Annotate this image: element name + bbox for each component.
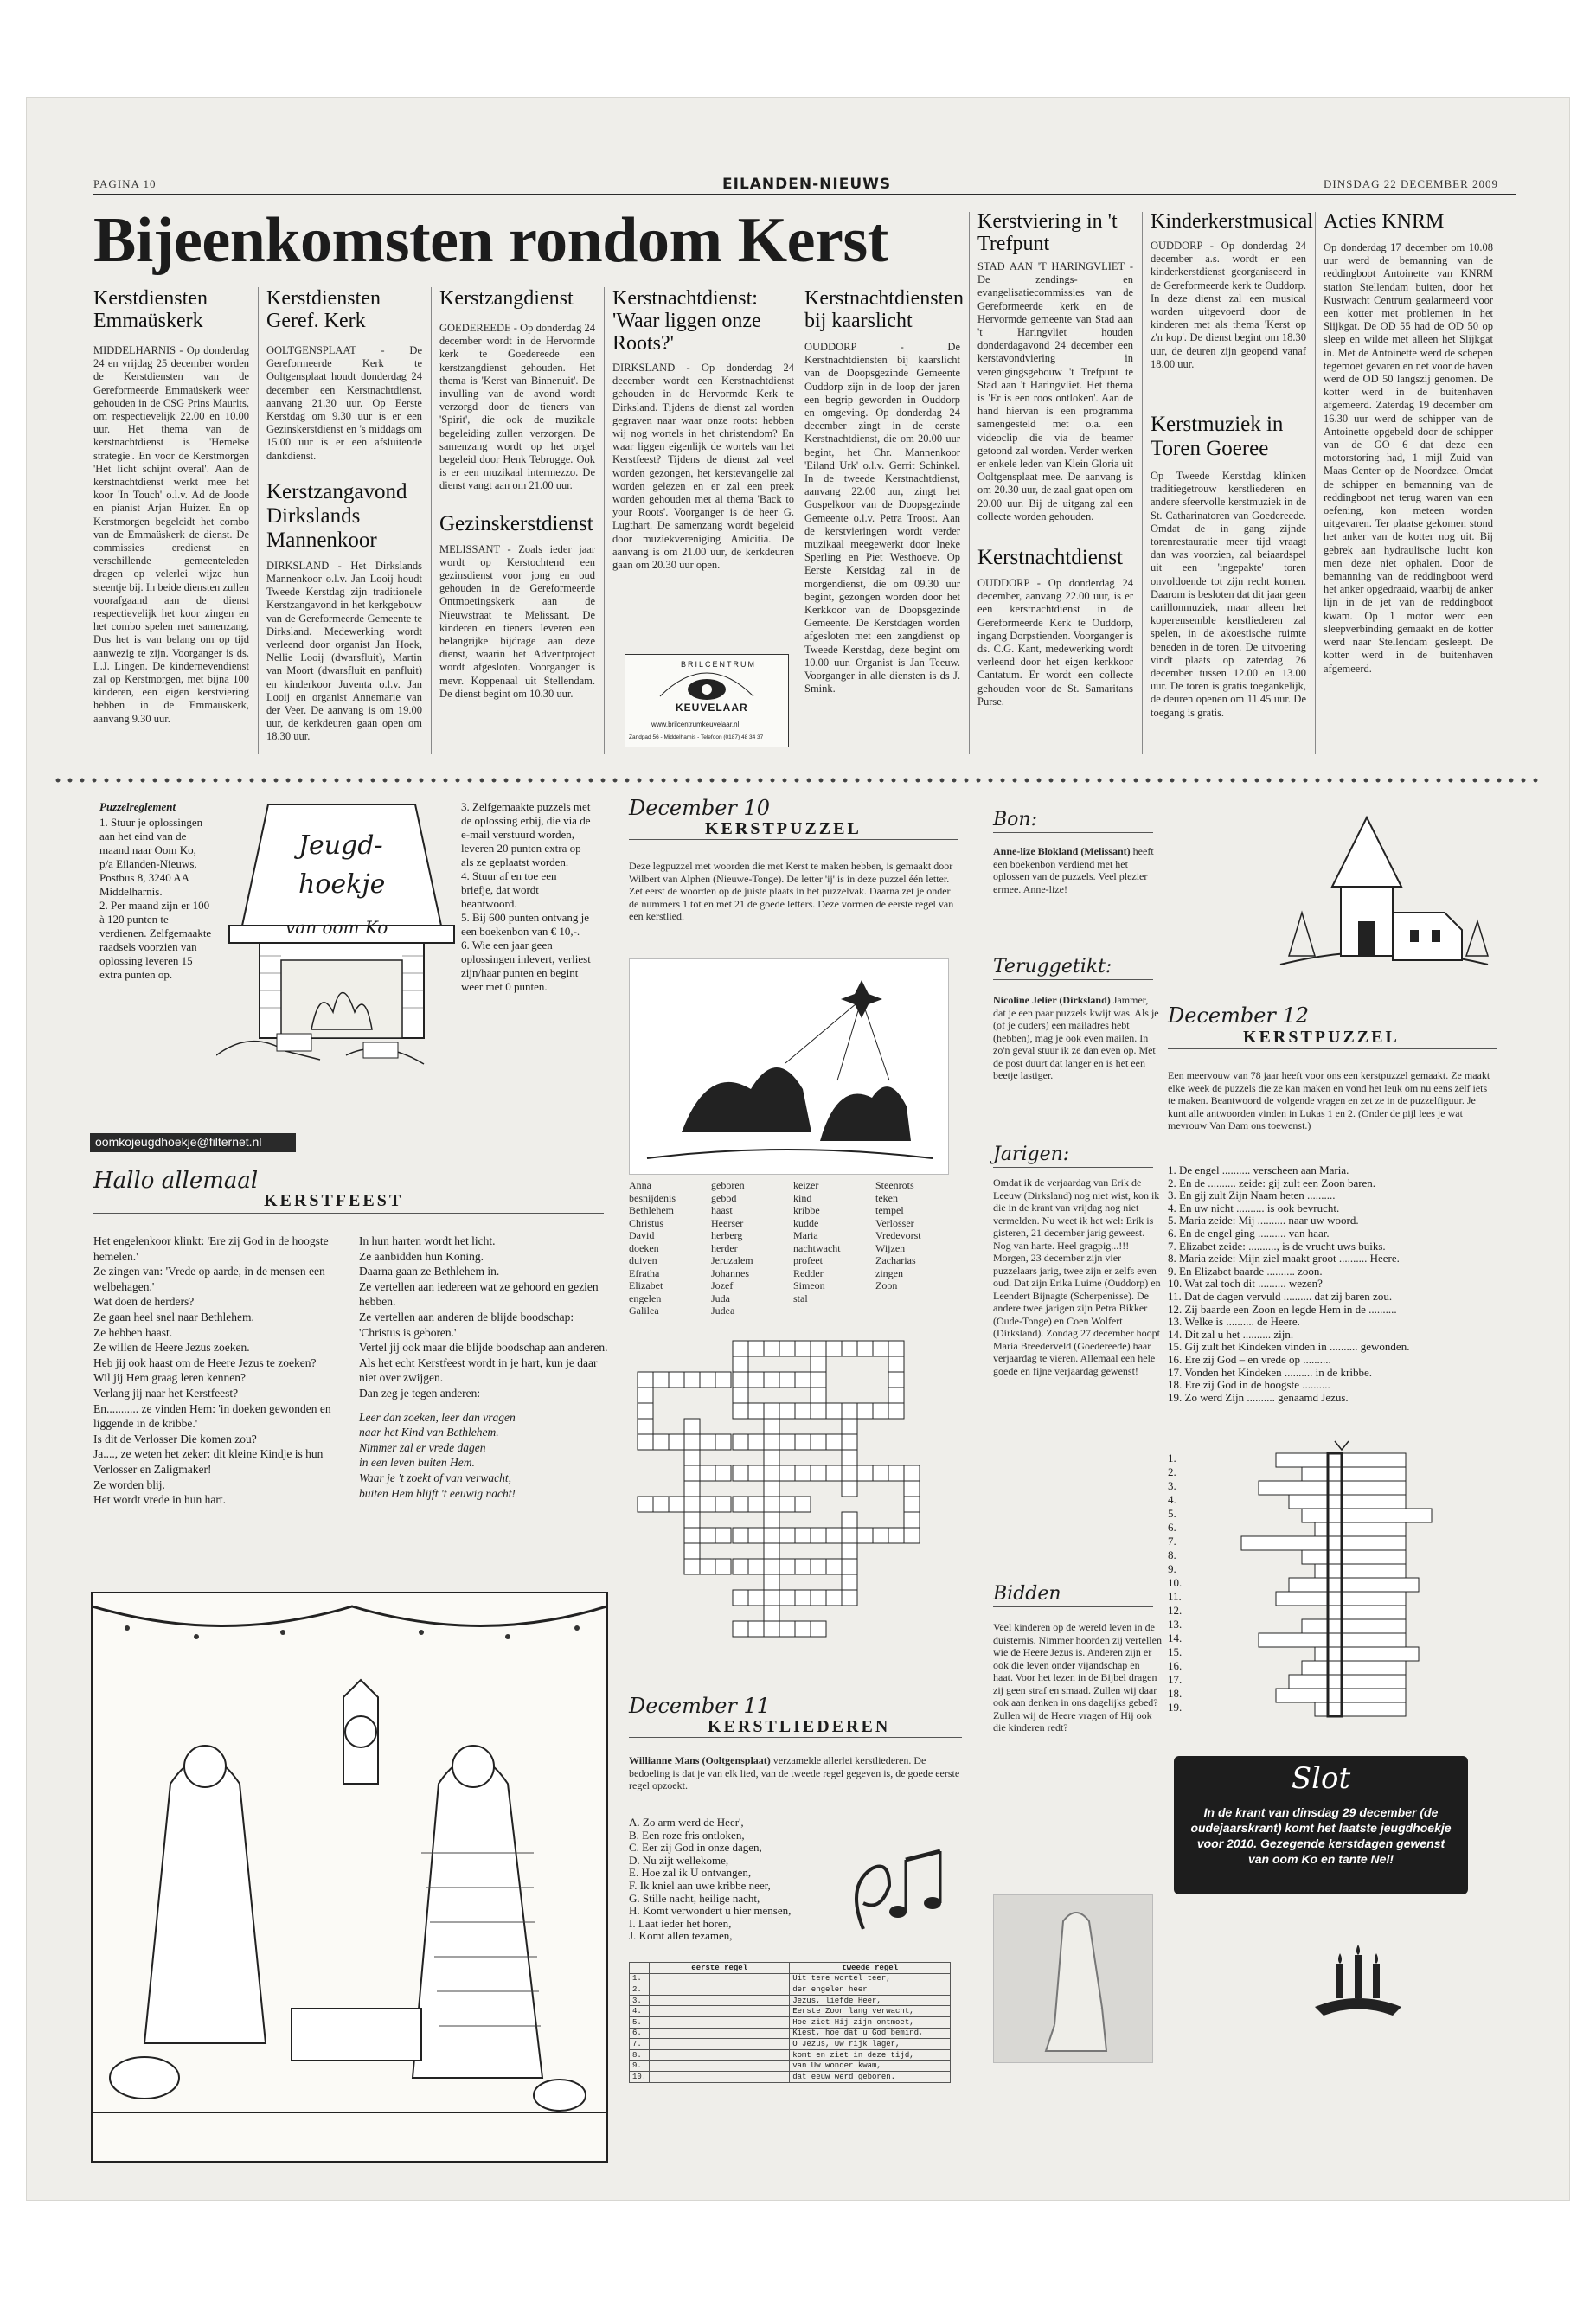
poem-line: Daarna gaan ze Bethlehem in. [359,1265,500,1279]
masthead: EILANDEN-NIEUWS [722,176,892,193]
row-num: 13. [1168,1618,1183,1631]
puzzle12-grid[interactable] [1207,1439,1484,1725]
row-num: 7. [1168,1535,1176,1548]
article-trefpunt [977,210,1133,708]
article-emmauskerk [93,287,249,726]
bon-text: heeft een boekenbon verdiend met het oplossen van de puzzels. Veel plezier ermee. Anne-lize! [993,845,1154,895]
poem-line: Ze gaan heel snel naar Bethlehem. [93,1310,254,1324]
poem-line: Ja...., ze weten het zeker: dit kleine Kindje is hun Verlosser en Zaligmaker! [93,1447,324,1476]
row-num: 1. [630,1973,650,1984]
article-title: Kerstviering in 't Trefpunt [977,210,1118,255]
verse-line: buiten Hem blijft 't eeuwig nacht! [359,1486,516,1500]
question: 17. Vonden het Kindeken .......... in de kribbe. [1168,1365,1373,1379]
second-line: Eerste Zoon lang verwacht, [790,2006,951,2017]
article-body: MELISSANT - Zoals ieder jaar wordt op Kerstochtend een gezinsdienst voor jong en oud gehouden in de Gereformeerde Ontmoetingskerk aan de Nieuwstraat te Melissant. De kinderen en tieners leveren een belangrijke bijdrage aan deze dienst, waarin het Adventproject wordt afgesloten. Voorganger is mevr. Koppenaal uit Stellendam. De dienst begint om 10.30 uur. [439,542,595,700]
word: haast [711,1204,733,1216]
teruggetikt-section [993,956,1162,1082]
row-num: 8. [630,2049,650,2061]
article-geref-kerk [266,287,422,744]
second-line: der engelen heer [790,1984,951,1996]
answer-cell[interactable] [650,1973,790,1984]
row-num: 16. [1168,1659,1183,1672]
word: Steenrots [875,1179,914,1191]
row-num: 15. [1168,1645,1183,1658]
puzzle12-questions [1168,1164,1497,1404]
option: E. Hoe zal ik U ontvangen, [629,1866,752,1880]
row-num: 2. [630,1984,650,1996]
article-body: Op donderdag 17 december om 10.08 uur werd de bemanning van de reddingboot Antoinette van KNRM station Stellendam buiten, door het Kustwacht Centrum gealarmeerd voor een kotter met problemen in het Slijkgat. De OD 55 had de OD 50 op sleep en wilde met alleen het Slijkgat in. Met de Antoinette werd de schepen tegemoet gevaren en net voor de haven werd de OD 50 langszij genomen. De kotter werd in de buitenhaven afgemeerd. Zaterdag 19 december om 16.30 uur werd de schipper van de Antoinette opgebeld door de schipper van de GO 6 dat deze een motorstoring had, 1 mijl Zuid van Maas Center op de Noordzee. Omdat de schipper en bemanning van de reddingboot net terug waren van een oefening, kon meteen worden uitgevaren. Ter plaatse gekomen stond het anker van de kotter nog uit. Bij gebrek aan hydraulische lucht kon men deze niet ophalen. Door de bemanning van de reddingboot werd het anker opgedraaid, waarbij de anker lijn in de jet van de reddingboot kwam. Op 1 motor werd een sleepverbinding gemaakt en de kotter werd naar Stellendam gesleept. De kotter werd in de buitenhaven afgemeerd. [1324,241,1493,675]
poem-line: Vertel jij ook maar die blijde boodschap aan anderen. [359,1341,608,1355]
puzzle11-rule [629,1737,962,1738]
jeugdhoekje-illustration [216,796,463,1094]
page-date: DINSDAG 22 DECEMBER 2009 [1324,177,1499,190]
row-num: 4. [630,2006,650,2017]
arrow-grid-icon [1207,1439,1484,1725]
hallo-rule [93,1213,604,1214]
camel-icon [630,959,948,1174]
word: profeet [793,1254,823,1266]
question: 9. En Elizabet baarde .......... zoon. [1168,1264,1323,1278]
word: Verlosser [875,1216,914,1229]
word: Judea [711,1304,735,1317]
column-divider [969,212,970,754]
word: keizer [793,1179,819,1191]
second-line: Uit tere wortel teer, [790,1973,951,1984]
word: Maria [793,1229,818,1241]
question: 16. Ere zij God – en vrede op .......... [1168,1352,1331,1366]
poem-line: Ze zingen van: 'Vrede op aarde, in de mensen een welbehagen.' [93,1265,325,1293]
poem-line: Dan zeg je tegen anderen: [359,1386,481,1400]
row-num: 19. [1168,1701,1183,1714]
main-title: Bijeenkomsten rondom Kerst [93,205,888,276]
word: Zoon [875,1279,898,1292]
answer-cell[interactable] [650,2006,790,2017]
logo-line2: hoekje [298,869,386,900]
option: D. Nu zijt wellekome, [629,1853,729,1867]
answer-cell[interactable] [650,2016,790,2028]
option: F. Ik kniel aan uwe kribbe neer, [629,1878,771,1892]
row-num: 18. [1168,1687,1183,1700]
puzzle11-date: December 11 [629,1694,771,1718]
article-title: Gezinskerstdienst [439,511,593,535]
word: Heerser [711,1216,744,1229]
row-num: 7. [630,2039,650,2050]
word [875,1292,958,1305]
article-body: GOEDEREEDE - Op donderdag 24 december wordt in de Hervormde kerk te Goedereede een kerstzangdienst gehouden. Het thema is 'Kerst van Binnenuit'. De invulling van de avond wordt verzorgd door de tieners van 'Spirit', die ook de muzikale begeleiding zullen verzorgen. De samenzang wordt op het orgel begeleid door Henk Tebrugge. Ook is er een muzikaal intermezzo. De dienst vangt aan om 21.00 uur. [439,322,595,492]
poem-line: Ze hebben haast. [93,1325,173,1339]
row-num: 5. [630,2016,650,2028]
column-divider [1315,212,1316,754]
answer-cell[interactable] [650,2061,790,2072]
word: Zacharias [875,1254,916,1266]
puzzelreglement-cont [461,800,591,994]
poem-line: Wat doen de herders? [93,1295,195,1309]
row-num: 11. [1168,1590,1182,1603]
word: gebod [711,1191,737,1204]
question: 15. Gij zult het Kindeken vinden in .......... gewonden. [1168,1340,1410,1354]
article-title: Kerstnachtdiensten bij kaarslicht [804,287,964,332]
poem-line: Heb jij ook haast om de Heere Jezus te zoeken? [93,1356,317,1369]
slot-title: Slot [1291,1761,1351,1796]
row-num: 12. [1168,1604,1183,1617]
option: J. Komt allen tezamen, [629,1929,733,1943]
bidden-title: Bidden [993,1583,1061,1605]
three-kings-illustration [629,958,949,1175]
article-title: Kerstnachtdienst: 'Waar liggen onze Roots?' [612,287,761,355]
bidden-text: Veel kinderen op de wereld leven in de duisternis. Nimmer hoorden zij vertellen wie de Heere Jezus is. Anderen zijn er ook die leven onder vijandschap en haat. Voor het lezen in de Bijbel dragen zij geen straf en smaad. Zullen wij daar ook aan denken in ons dagelijks gebed? Zullen wij de Heere vragen of Hij ook die kinderen redt? [993,1621,1162,1734]
article-title: Kerstzangdienst [439,287,574,310]
regl-item: 3. Zelfgemaakte puzzels met de oplossing erbij, die via de e-mail verstuurd worden, leveren 20 punten extra op als ze geplaatst worden. [461,800,591,868]
puzzle10-title: KERSTPUZZEL [705,819,862,838]
question: 10. Wat zal toch dit .......... wezen? [1168,1277,1323,1291]
question: 12. Zij baarde een Zoon en legde Hem in de .......... [1168,1302,1397,1316]
article-body: STAD AAN 'T HARINGVLIET - De zendings- en evangelisatiecommissies van de Gereformeerde kerk en de Hervormde gemeente van Stad aan 't Haringvliet houden donderdagavond 24 december een kerstavondviering in verenigingsgebouw 't Trefpunt te Stad aan 't Haringvliet. Het thema is 'Er is een roos ontloken'. Aan de hand hiervan is een programma samengesteld met o.a. een videoclip die via de beamer getoond zal worden. Verder werken er enkele leden van Klein Gloria uit Ooltgensplaat mee. De aanvang is om 20.30 uur, de zaal gaat open om 20.00 uur. Bij de uitgang zal een collecte worden gehouden. [977,260,1133,522]
question: 19. Zo werd Zijn .......... genaamd Jezus. [1168,1390,1349,1404]
article-title: Acties KNRM [1324,210,1445,233]
second-line: Jezus, liefde Heer, [790,1995,951,2006]
column-divider [604,287,605,754]
question: 5. Maria zeide: Mij .......... naar uw woord. [1168,1214,1359,1227]
article-roots [612,287,794,572]
question: 6. En de engel ging .......... van haar. [1168,1226,1330,1240]
word: kudde [793,1216,819,1229]
word: Wijzen [875,1241,906,1254]
puzzle10-rule [629,839,958,840]
question: 1. De engel .......... verscheen aan Maria. [1168,1163,1349,1176]
puzzle12-rule [1168,1048,1497,1049]
column-divider [431,287,432,754]
second-line: komt en ziet in deze tijd, [790,2049,951,2061]
article-title: Kinderkerstmusical [1151,210,1313,233]
article-kerstzangdienst [439,287,595,701]
word: Bethlehem [629,1204,674,1216]
row-num: 17. [1168,1673,1183,1686]
answer-cell[interactable] [650,2039,790,2050]
poem-line: Verlang jij naar het Kerstfeest? [93,1386,239,1400]
puzzelreglement [99,800,212,982]
puzzle10-date: December 10 [629,796,771,820]
word [875,1304,958,1317]
hallo-title: Hallo allemaal [93,1168,259,1194]
ad-name: KEUVELAAR [676,702,748,714]
row-num: 6. [1168,1521,1176,1534]
question: 14. Dit zal u het .......... zijn. [1168,1327,1294,1341]
article-body: DIRKSLAND - Op donderdag 24 december wordt een Kerstnachtdienst gehouden in de Hervormde Kerk te Dirksland. Tijdens de dienst zal worden gegraven naar waar onze roots: hebben wij nog wortels in het christendom? En waar liggen eigenlijk de wortels van het Kerstfeest? Tijdens de dienst zal veel worden gezongen, het kerstevangelie zal worden gelezen en er zal een preek worden gehouden met al thema 'Back to your Roots'. Voorganger is de heer G. Lugthart. De samenzang wordt begeleid door muziekvereniging Amicitia. De aanvang is om 21.00 uur, de kerkdeuren gaan om 20.30 uur open. [612,362,794,572]
question: 3. En gij zult Zijn Naam heten .......... [1168,1189,1336,1202]
candles-illustration [1306,1929,1410,2024]
teruggetikt-name: Nicoline Jelier (Dirksland) [993,994,1111,1006]
jarigen-title: Jarigen: [993,1144,1070,1165]
puzzle10-intro: Deze legpuzzel met woorden die met Kerst te maken hebben, is gemaakt door Wilbert van Alphen (Nieuwe-Tonge). De letter 'ij' is in deze puzzel één letter. Zet eerst de woorden op de juiste plaats in het puzzelvak. Daarna zet je onder de nummers 1 tot en met 21 de goede letters. Deze vormen de eerste regel van een kerstlied. [629,860,954,922]
page-number: PAGINA 10 [93,177,157,190]
praying-hands-photo [993,1894,1153,2063]
poem-line: Ze willen de Heere Jezus zoeken. [93,1341,250,1355]
word: nachtwacht [793,1241,841,1254]
row-num: 9. [1168,1562,1176,1575]
row-num: 3. [1168,1479,1176,1492]
word: Redder [793,1266,824,1279]
bon-name: Anne-lize Blokland (Melissant) [993,845,1131,857]
word: Elizabet [629,1279,663,1292]
poem-line: Is dit de Verlosser Die komen zou? [93,1432,257,1445]
question: 7. Elizabet zeide: .........., is de vrucht uws buiks. [1168,1239,1386,1253]
logo-line3: van oom Ko [285,917,388,938]
word: Galilea [629,1304,659,1317]
article-body: OUDDORP - Op donderdag 24 december a.s. wordt er een kinderkerstdienst georganiseerd in de Gereformeerde kerk te Ouddorp. In deze dienst zal een musical worden uitgevoerd door de kinderen met als thema 'Kerst op z'n kop'. De dienst begint om 18.30 uur, de deuren zijn geopend vanaf 18.00 uur. [1151,240,1306,370]
regl-title: Puzzelreglement [99,800,176,813]
verse-line: Nimmer zal er vrede dagen [359,1440,486,1454]
second-line: Kiest, hoe dat u God bemind, [790,2028,951,2039]
dotted-separator [52,777,1540,784]
word: doeken [629,1241,659,1254]
puzzle11-intro [629,1754,962,1792]
row-num: 3. [630,1995,650,2006]
ad-url: www.brilcentrumkeuvelaar.nl [651,721,740,728]
word: Simeon [793,1279,825,1292]
puzzle11-options [629,1817,828,1943]
puzzle12-title: KERSTPUZZEL [1243,1028,1400,1047]
word: kind [793,1191,812,1204]
option: G. Stille nacht, heilige nacht, [629,1891,760,1905]
row-num: 8. [1168,1548,1176,1561]
teruggetikt-text: Jammer, dat je een paar puzzels kwijt was. Als je (of je ouders) een mailadres hebt (hebben), mag je ook even mailen. In zo'n geval stuur ik ze dan even op. Met de post duurt dat langer en is het een beetje lastiger. [993,994,1159,1081]
regl-item: 2. Per maand zijn er 100 à 120 punten te verdienen. Zelfgemaakte raadsels voorzien van oplossing leveren 15 extra punten op. [99,899,212,981]
regl-item: 4. Stuur af en toe een briefje, dat wordt beantwoord. [461,869,557,910]
word: Juda [711,1292,730,1304]
jarigen-text: Omdat ik de verjaardag van Erik de Leeuw (Dirksland) nog niet wist, kon ik die in de krant van vrijdag nog niet vermelden. Nu weet ik het wel: Erik is gisteren, 21 december jarig geweest. Nog van harte. Heel gragpig...!!! Morgen, 23 december zijn vier puzzelaars jarig, twee zijn er zelfs even oud. Dat zijn Erika Luime (Ouddorp) en Leendert Bijnagte (Scherpenisse). De andere twee jarigen zijn Petra Bikker (Oude-Tonge) en Coen Wolfert (Dirksland). Zondag 27 december hoopt Maria Breederveld (Goedereede) haar verjaardag te vieren. Allemaal een hele goede en fijne verjaardag gewenst! [993,1176,1161,1377]
article-title: Kerstdiensten Emmaüskerk [93,287,208,332]
word: duiven [629,1254,657,1266]
answer-cell[interactable] [650,2049,790,2061]
article-title: Kerstdiensten Geref. Kerk [266,287,381,332]
ad-address: Zandpad 56 - Middelharnis - Telefoon (0187) 48 34 37 [629,734,764,740]
article-body: Op Tweede Kerstdag klinken traditiegetrouw kerstliederen en andere sfeervolle kerstmuziek in de St. Catharinatoren van Goedereede. Omdat de in gang zijnde torenrestauratie meer tijd vraagt dan was voorzien, zal beiaardspel uit een 'ingepakte' toren onvoldoende tot zijn recht komen. Daarom is besloten dat dit jaar geen carillonmuziek, maar alleen het koperensemble kerstliederen zal spelen, in de akoestische ruimte beneden in de toren. De uitvoering vindt plaats op zaterdag 26 december tussen 12.00 en 13.00 uur. De toren is gratis toegankelijk, de deuren openen om 11.45 uur. De toegang is gratis. [1151,470,1306,719]
word: herder [711,1241,738,1254]
word: Christus [629,1216,664,1229]
poem-line: Wil jij Hem graag leren kennen? [93,1371,247,1385]
word: Vredevorst [875,1229,921,1241]
second-line: O Jezus, Uw rijk lager, [790,2039,951,2050]
slot-box [1174,1756,1468,1894]
poem-line: In hun harten wordt het licht. [359,1234,496,1247]
word: zingen [875,1266,903,1279]
crossword-grid-icon [629,1332,958,1652]
row-num: 5. [1168,1507,1176,1520]
question: 11. Dat de dagen vervuld .......... dat zij baren zou. [1168,1289,1393,1303]
row-num: 1. [1168,1452,1176,1465]
regl-item: 6. Wie een jaar geen oplossingen inlevert, verliest zijn/haar punten en begint weer met 0 punten. [461,939,591,993]
logo-line1: Jeugd- [298,830,383,861]
jarigen-section [993,1144,1162,1377]
row-num: 6. [630,2028,650,2039]
hallo-col2 [359,1234,610,1501]
question: 8. Maria zeide: Mijn ziel maakt groot .......... Heere. [1168,1252,1400,1266]
col-head: eerste regel [650,1963,790,1974]
word: tempel [875,1204,904,1216]
intro-text: verzamelde allerlei kerstliederen. De bedoeling is dat je van elk lied, van de tweede regel gegeven is, de goede eerste regel opzoekt. [629,1754,960,1791]
question: 2. En de .......... zeide: gij zult een Zoon baren. [1168,1176,1376,1189]
poem-line: Het wordt vrede in hun hart. [93,1493,226,1507]
puzzle11-table[interactable] [629,1962,951,2083]
word: besnijdenis [629,1191,676,1204]
option: C. Eer zij God in onze dagen, [629,1841,762,1855]
poem-line: Als het echt Kerstfeest wordt in je hart, kun je daar niet over zwijgen. [359,1356,598,1385]
shepherds-illustration-icon [93,1593,606,2161]
verse-line: naar het Kind van Bethlehem. [359,1426,499,1439]
article-body: OUDDORP - Op donderdag 24 december, aanvang 22.00 uur, is er een kerstnachtdienst in de Gereformeerde Kerk te Ouddorp, ingang Dorpstienden. Voorganger is ds. C.G. Kant, medewerking wordt verleend door het eigen kerkkoor Cantatum. Er wordt een collecte gehouden voor de St. Samaritans Purse. [977,577,1133,708]
music-notes-icon [837,1834,958,1938]
answer-cell[interactable] [650,1984,790,1996]
word: Johannes [711,1266,749,1279]
second-line: dat eeuw werd geboren. [790,2071,951,2082]
answer-cell[interactable] [650,2071,790,2082]
column-divider [1142,212,1143,754]
bidden-section [993,1583,1162,1734]
puzzle10-grid[interactable] [629,1332,958,1652]
option: A. Zo arm werd de Heer', [629,1816,744,1829]
poem-line: Ze aanbidden hun Koning. [359,1249,484,1263]
regl-item: 5. Bij 600 punten ontvang je een boekenbon van € 10,-. [461,911,590,938]
word [793,1304,875,1317]
column-divider [258,287,259,754]
row-num: 4. [1168,1493,1176,1506]
row-num: 9. [630,2061,650,2072]
answer-cell[interactable] [650,1995,790,2006]
puzzle10-words [629,1179,958,1317]
verse-line: Leer dan zoeken, leer dan vragen [359,1410,516,1424]
row-num: 10. [630,2071,650,2082]
word: stal [793,1292,808,1304]
article-body: MIDDELHARNIS - Op donderdag 24 en vrijdag 25 december worden de Kerstdiensten van de Gereformeerde Emmaüskerk weer gehouden in de CSG Prins Maurits, om respectievelijk 22.00 en 10.00 uur. Het thema van de kerstnachtdienst is 'Hemelse strategie'. En voor de Kerstmorgen 'Het licht schijnt overal'. Aan de kerstnachtdienst werkt mee het koor 'In Touch' o.l.v. Ad de Joode en pianist Arjan Huizer. En op Kerstmorgen begeleidt het combo van de Emmaüskerk de dienst. De commissies eredienst en verschillende gemeenteleden dragen op velerlei wijze hun steentje bij. In beide diensten zullen voorafgaand aan de dienst respectievelijk het koor zingen en het combo spelen met samenzang. Dus het is van belang om op tijd aanwezig te zijn. Voorganger is ds. L.J. Lingen. De kindernevendienst zal op Kerstmorgen, met bijna 100 kinderen, een eigen kerstviering hebben in de Emmaüskerk, aanvang 9.30 uur. [93,344,249,725]
puzzle11-title: KERSTLIEDEREN [708,1717,891,1736]
verse-line: Waar je 't zoekt of van verwacht, [359,1471,511,1484]
candle-icon [1306,1929,1410,2024]
bon-section [993,809,1162,895]
teruggetikt-title: Teruggetikt: [993,956,1112,977]
regl-item: 1. Stuur je oplossingen aan het eind van de maand naar Oom Ko, p/a Eilanden-Nieuws, Postbus 8, 3240 AA Middelharnis. [99,816,203,898]
hallo-subtitle: KERSTFEEST [264,1191,404,1210]
option: H. Komt verwondert u hier mensen, [629,1904,792,1918]
verse-line: in een leven buiten Hem. [359,1456,475,1470]
row-num: 2. [1168,1465,1176,1478]
hallo-col1 [93,1234,344,1508]
poem-line: Het engelenkoor klinkt: 'Ere zij God in de hoogste hemelen.' [93,1234,329,1263]
word: engelen [629,1292,662,1304]
row-num: 14. [1168,1631,1183,1644]
nativity-illustration [91,1592,608,2163]
word: Anna [629,1179,651,1191]
word: kribbe [793,1204,820,1216]
ad-top: BRILCENTRUM [681,660,757,669]
article-title: Kerstnachtdienst [977,546,1124,570]
article-kindermusical [1151,210,1313,720]
second-line: Hoe ziet Hij zijn ontmoet, [790,2016,951,2028]
poem-line: Ze worden blij. [93,1477,165,1491]
row-num: 10. [1168,1576,1183,1589]
article-body: OOLTGENSPLAAT - De Gereformeerde Kerk te Ooltgensplaat houdt donderdag 24 december een Kerstnachtdienst, aanvang 21.30 uur. Op Eerste Kerstdag om 9.30 uur is er een Gezinskerstdienst en 's middags om 15.00 uur is er een afsluitende dankdienst. [266,344,422,462]
article-body: OUDDORP - De Kerstnachtdiensten bij kaarslicht van de Doopsgezinde Gemeente Ouddorp zijn in de loop der jaren een begrip geworden in Ouddorp en omgeving. Op donderdag 24 december zingt in de eerste Kerstnachtdienst, die om 20.00 uur begint, het Chr. Mannenkoor 'Eiland Urk' o.l.v. Gerrit Schinkel. In de tweede Kerstnachtdienst, aanvang 22.00 uur, zingt het Gospelkoor van de Doopsgezinde Gemeente o.l.v. Petra Troost. Aan de kerstvieringen wordt verder muzikaal meegewerkt door Ineke Sperling en Piet Westhoeve. Op Eerste Kerstdag zal in de morgendienst, die om 09.30 uur begint, gezongen worden door het Kerkkoor van de Doopsgezinde Gemeente. De Kerstdagen worden afgesloten met een zangdienst op Tweede Kerstdag, deze begint om 10.00 uur. Organist is Jan Teeuw. Voorganger in alle diensten is ds J. Smink. [804,341,960,695]
slot-text: In de krant van dinsdag 29 december (de oudejaarskrant) komt het laatste jeugdhoekje voor 2010. Gezegende kerstdagen gewenst van oom Ko en tante Nel! [1190,1805,1452,1866]
article-knrm [1324,210,1493,676]
word: Jozef [711,1279,734,1292]
poem-line: Ze vertellen aan iedereen wat ze gehoord en gezien hebben. [359,1279,599,1309]
puzzle12-intro: Een meervouw van 78 jaar heeft voor ons een kerstpuzzel gemaakt. Ze maakt elke week de puzzels die ze kan maken en vond het leuk om nu eens zelf iets te maken. Beantwoord de volgende vragen en zet ze in de puzzelfiguur. Je kunt alle antwoorden vinden in Lukas 1 en 2. (Onder de pijl lees je wat mevrouw Van Dam ons toewenst.) [1168,1069,1490,1131]
puzzle12-numbers [1168,1452,1202,1715]
poem-line: En........... ze vinden Hem: 'in doeken gewonden en liggende in de kribbe.' [93,1401,331,1431]
word: geboren [711,1179,745,1191]
word: herberg [711,1229,743,1241]
word: Jeruzalem [711,1254,753,1266]
article-body: DIRKSLAND - Het Dirkslands Mannenkoor o.l.v. Jan Looij houdt Tweede Kerstdag zijn traditionele Kerstzangavond in het kerkgebouw van de Gereformeerde Gemeente te Dirksland. Medewerking wordt verleend door organist Jan Hoek, Nellie Looij (dwarsfluit), Martin van Moort (dwarsfluit en panfluit) en kinderkoor Juventa o.l.v. Jan Looij en organist Annemarie van der Veer. De aanvang is om 19.00 uur, de kerkdeuren gaan open om 18.30 uur. [266,559,422,743]
second-line: van Uw wonder kwam, [790,2061,951,2072]
question: 13. Welke is .......... de Heere. [1168,1315,1300,1329]
praying-hands-icon [994,1895,1154,2064]
col-head: tweede regel [790,1963,951,1974]
option: B. Een roze fris ontloken, [629,1828,745,1842]
church-icon [1272,800,1497,999]
option: I. Laat ieder het horen, [629,1916,732,1930]
email-banner[interactable]: oomkojeugdhoekje@filternet.nl [90,1133,296,1152]
bon-title: Bon: [993,809,1037,830]
article-title: Kerstmuziek in Toren Goeree [1151,413,1284,461]
word: Efratha [629,1266,660,1279]
word: David [629,1229,655,1241]
music-notes-illustration [837,1834,958,1938]
answer-cell[interactable] [650,2028,790,2039]
poem-line: Ze vertellen aan anderen de blijde boodschap: 'Christus is geboren.' [359,1310,574,1339]
article-kaarslicht [804,287,964,695]
intro-name: Willianne Mans (Ooltgensplaat) [629,1754,771,1766]
header-rule [93,194,1516,195]
question: 4. En uw nicht .......... is ook bevrucht. [1168,1201,1340,1215]
word: teken [875,1191,898,1204]
church-illustration [1272,800,1497,999]
puzzle12-date: December 12 [1168,1003,1310,1028]
article-title: Kerstzangavond Dirkslands Mannenkoor [266,479,407,552]
question: 18. Ere zij God in de hoogste .......... [1168,1378,1330,1392]
ad-keuvelaar[interactable] [625,654,789,747]
